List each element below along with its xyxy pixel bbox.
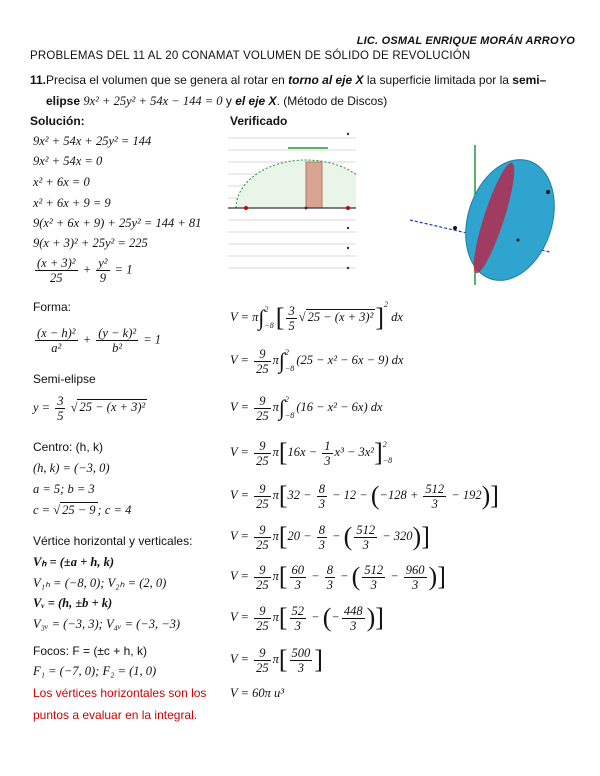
vertex-v-formula: Vᵥ = (h, ±b + k) bbox=[33, 596, 113, 610]
focus-point bbox=[244, 206, 248, 210]
problem-text: . (Método de Discos) bbox=[276, 94, 388, 108]
integral-step-1: V = π∫ 2 −8 [ $\frac{3}{5}$ √ 25 − (x + 3)²]$^2$ dx bbox=[230, 300, 403, 333]
vertex-h-values: V₁ₕ = (−8, 0); V₂ₕ = (2, 0) bbox=[33, 576, 167, 590]
problem-number: 11. bbox=[30, 73, 47, 87]
integral-step-6: V = $\frac{9}{25}$ π[20 − $\frac{8}{3}$ − ( $\frac{512}{3}$ − 320)] bbox=[230, 522, 430, 552]
solution-line: 9(x + 3)² + 25y² = 225 bbox=[33, 236, 148, 250]
geogebra-2d-graph bbox=[228, 128, 356, 278]
foci-formula: Focos: F = (±c + h, k) bbox=[33, 644, 147, 658]
integral-step-8: V = $\frac{9}{25}$ π[ $\frac{52}{3}$ − (− $\frac{448}{3}$ )] bbox=[230, 603, 384, 633]
integral-step-9: V = $\frac{9}{25}$ π[ $\frac{500}{3}$ ] bbox=[230, 645, 323, 675]
problem-statement bbox=[30, 70, 575, 112]
integral-step-5: V = $\frac{9}{25}$ π[32 − $\frac{8}{3}$ − 12 − (−128 + $\frac{512}{3}$ − 192)] bbox=[230, 481, 499, 511]
final-volume: V = 60π u³ bbox=[230, 686, 284, 700]
solution-line: 9x² + 54x = 0 bbox=[33, 154, 103, 168]
c-value: c = √ 25 − 9 ; c = 4 bbox=[33, 503, 132, 517]
center-value: (h, k) = (−3, 0) bbox=[33, 461, 110, 475]
semi-ellipse-region bbox=[236, 160, 356, 208]
forma-label: Forma: bbox=[33, 300, 72, 314]
page-header: PROBLEMAS DEL 11 AL 20 CONAMAT VOLUMEN DE SÓLIDO DE REVOLUCIÓN bbox=[30, 50, 471, 62]
solution-line: x² + 6x = 0 bbox=[33, 175, 90, 189]
solution-line: 9x² + 54x + 25y² = 144 bbox=[33, 134, 152, 148]
problem-text: Precisa el volumen que se genera al rotar en bbox=[46, 73, 289, 87]
note-line: Los vértices horizontales son los bbox=[33, 686, 207, 700]
vertex-v-values: V₃ᵥ = (−3, 3); V₄ᵥ = (−3, −3) bbox=[33, 617, 181, 631]
disk-slice bbox=[306, 162, 322, 208]
integral-step-2: V = $\frac{9}{25}$ π∫ 2 −8 (25 − x² − 6x − 9) dx bbox=[230, 346, 404, 376]
solution-line: 9(x² + 6x + 9) + 25y² = 144 + 81 bbox=[33, 216, 202, 230]
problem-emph-axis: el eje X bbox=[235, 94, 277, 108]
note-line: puntos a evaluar en la integral. bbox=[33, 708, 198, 722]
integral-step-3: V = $\frac{9}{25}$ π∫ 2 −8 (16 − x² − 6x) dx bbox=[230, 393, 383, 423]
ab-values: a = 5; b = 3 bbox=[33, 482, 95, 496]
solution-line: x² + 6x + 9 = 9 bbox=[33, 196, 111, 210]
geogebra-3d-solid bbox=[410, 140, 570, 290]
solution-line-standard-form: $\frac{\text{(x + 3)²}}{25}$ + $\frac{\text{y²}}{9}$ = 1 bbox=[37, 256, 133, 285]
center-label: Centro: (h, k) bbox=[33, 440, 104, 454]
problem-equation: 9x² + 25y² + 54x − 144 = 0 bbox=[83, 94, 223, 108]
vertices-title: Vértice horizontal y verticales: bbox=[33, 534, 193, 548]
forma-equation: $\frac{\text{(x − h)²}}{\text{a²}}$ + $\frac{\text{(y − k)²}}{\text{b²}}$ = 1 bbox=[37, 326, 162, 355]
problem-emph: elipse bbox=[46, 94, 81, 108]
foci-values: F₁ = (−7, 0); F₂ = (1, 0) bbox=[33, 664, 157, 678]
author-name: LIC. OSMAL ENRIQUE MORÁN ARROYO bbox=[356, 35, 575, 47]
problem-text: y bbox=[222, 94, 236, 108]
solution-heading: Solución: bbox=[30, 114, 85, 128]
integral-step-4: V = $\frac{9}{25}$ π[16x − $\frac{1}{3}$ x³ − 3x²] 2 −8 bbox=[230, 438, 393, 468]
problem-emph-axis: torno al eje X bbox=[288, 73, 364, 87]
semi-ellipse-equation: y = $\frac{3}{5}$ √ 25 − (x + 3)² bbox=[33, 394, 146, 423]
vertex-h-formula: Vₕ = (±a + h, k) bbox=[33, 555, 115, 569]
focus-point bbox=[346, 206, 350, 210]
problem-text: la superficie limitada por la bbox=[363, 73, 513, 87]
problem-emph: semi– bbox=[512, 73, 547, 87]
verified-heading: Verificado bbox=[230, 114, 288, 128]
integral-step-7: V = $\frac{9}{25}$ π[ $\frac{60}{3}$ − $\frac{8}{3}$ − ( $\frac{512}{3}$ − $\frac{960}{3}$ )] bbox=[230, 562, 446, 592]
semi-ellipse-label: Semi-elipse bbox=[33, 372, 96, 386]
